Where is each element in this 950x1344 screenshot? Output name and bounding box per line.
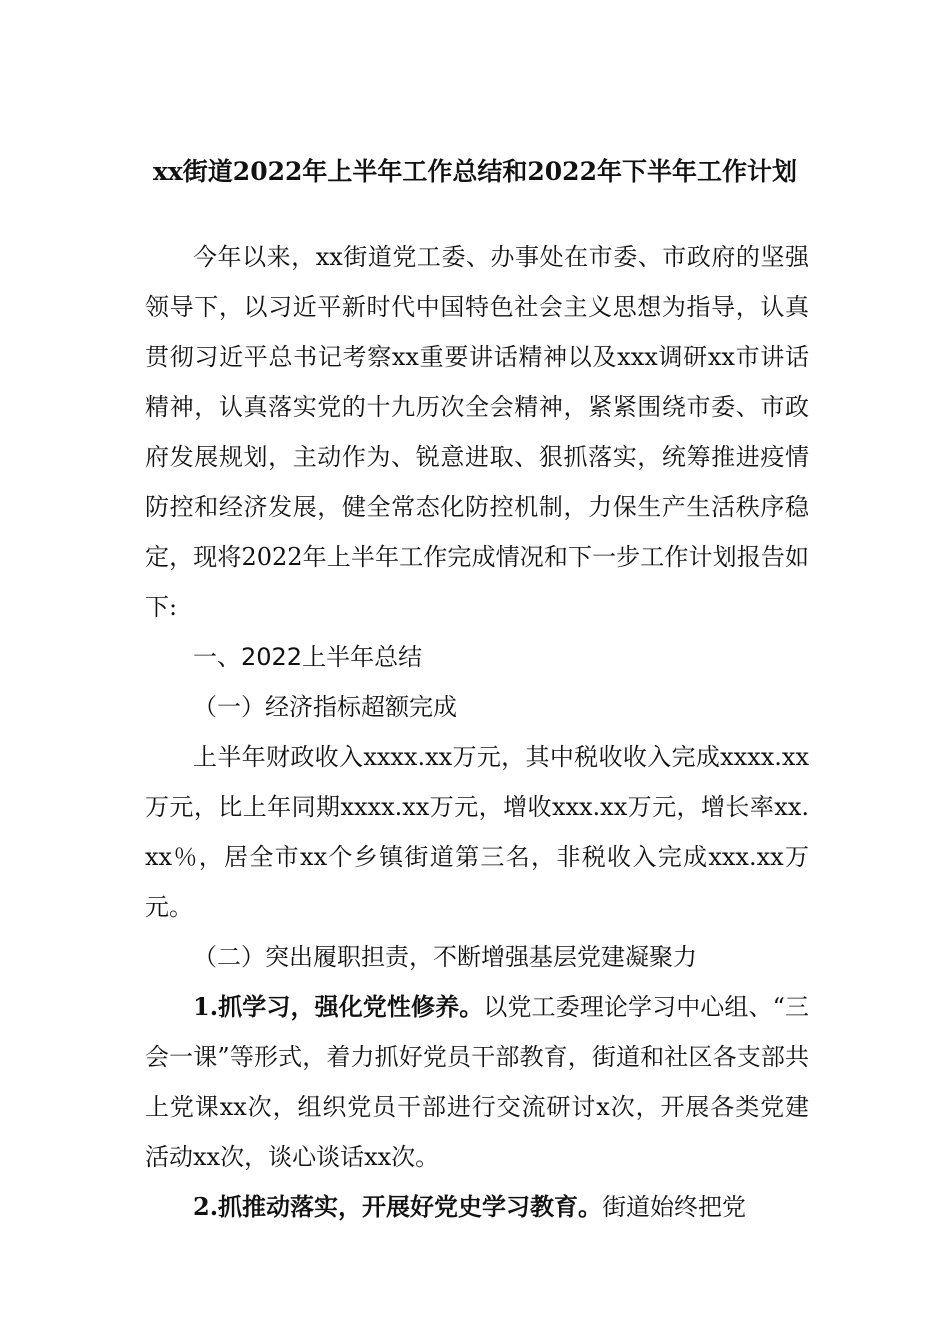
subsection-heading-party-building: （二）突出履职担责，不断增强基层党建凝聚力 (193, 943, 697, 971)
economy-paragraph: 上半年财政收入xxxx.xx万元，其中税收收入完成xxxx.xx万元，比上年同期xxxx.xx万元，增收xxx.xx万元，增长率xx.xx％，居全市xx个乡镇街道第三名，非税收入完成xxx.xx万元。 (145, 743, 809, 921)
list-item (145, 1182, 809, 1232)
intro-paragraph: 今年以来，xx街道党工委、办事处在市委、市政府的坚强领导下，以习近平新时代中国特色社会主义思想为指导，认真贯彻习近平总书记考察xx重要讲话精神以及xxx调研xx市讲话精神，认真落实党的十九历次全会精神，紧紧围绕市委、市政府发展规划，主动作为、锐意进取、狠抓落实，统筹推进疫情防控和经济发展，健全常态化防控机制，力保生产生活秩序稳定，现将2022年上半年工作完成情况和下一步工作计划报告如下: (145, 243, 809, 621)
subsection-heading-economy: （一）经济指标超额完成 (193, 693, 457, 721)
item-text: 街道始终把党 (602, 1193, 747, 1221)
item-text: 以党工委理论学习中心组、“三会一课”等形式，着力抓好党员干部教育，街道和社区各支部共上党课xx次，组织党员干部进行交流研讨x次，开展各类党建活动xx次，谈心谈话xx次。 (145, 993, 809, 1171)
item-heading: 1.抓学习，强化党性修养。 (193, 992, 484, 1021)
document-body (145, 232, 809, 1232)
document-title: xx街道2022年上半年工作总结和2022年下半年工作计划 (153, 157, 797, 186)
item-heading: 2.抓推动落实，开展好党史学习教育。 (193, 1192, 603, 1221)
list-item (145, 982, 809, 1182)
section-heading: 一、2022上半年总结 (193, 643, 423, 671)
